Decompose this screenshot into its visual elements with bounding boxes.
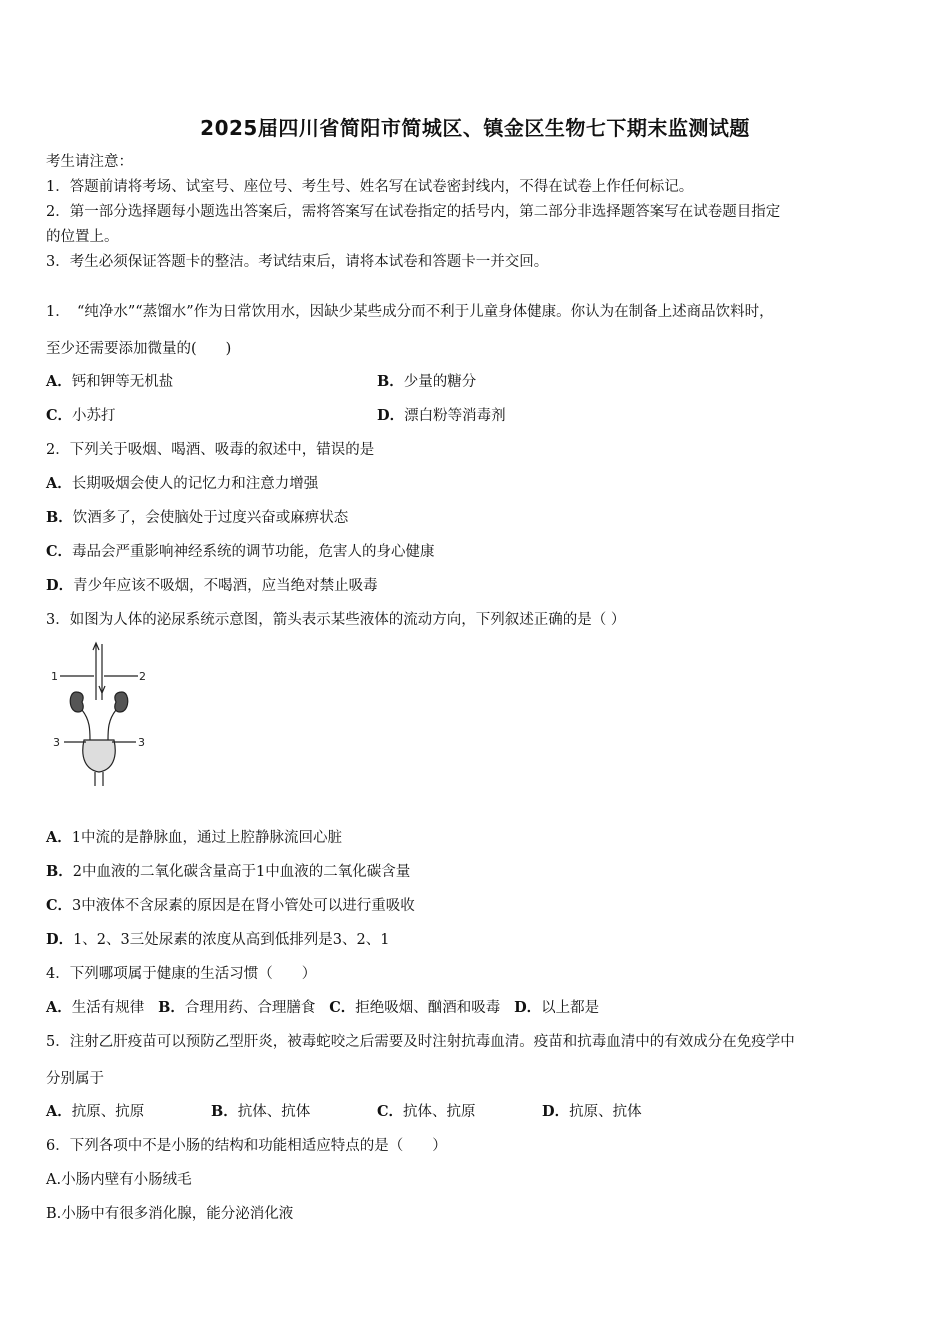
- q5-option-a: [46, 1102, 144, 1122]
- q5-stem-line2: 分别属于: [46, 1071, 104, 1087]
- option-text: 饮酒多了，会使脑处于过度兴奋或麻痹状态: [72, 510, 349, 526]
- option-label: A．: [46, 829, 72, 846]
- option-label: C．: [377, 1103, 404, 1120]
- figure-label-2: 2: [139, 670, 146, 683]
- notice-item: 1．答题前请将考场、试室号、座位号、考生号、姓名写在试卷密封线内，不得在试卷上作任何标记。: [46, 179, 694, 195]
- q2-option-a: [46, 474, 318, 494]
- option-label: B．: [211, 1103, 238, 1120]
- notice-item: 3．考生必须保证答题卡的整洁。考试结束后，请将本试卷和答题卡一并交回。: [46, 254, 549, 270]
- option-label: B．: [377, 373, 404, 390]
- option-label: D．: [542, 1103, 570, 1120]
- figure-label-3-left: 3: [53, 736, 60, 749]
- option-text: 1中流的是静脉血，通过上腔静脉流回心脏: [71, 830, 342, 846]
- q1-option-a: [46, 372, 173, 392]
- q3-option-b: [46, 862, 410, 882]
- ureter-left: [82, 710, 90, 740]
- option-label: A.: [46, 1172, 62, 1188]
- q3-option-c: [46, 896, 415, 916]
- option-text: 抗原、抗体: [569, 1104, 642, 1120]
- option-text: 少量的糖分: [403, 374, 477, 390]
- option-text: 拒绝吸烟、酗酒和吸毒: [355, 1000, 501, 1016]
- figure-label-1: 1: [51, 670, 58, 683]
- q6-stem: 6．下列各项中不是小肠的结构和功能相适应特点的是（ ）: [46, 1138, 447, 1154]
- urethra: [95, 772, 103, 786]
- q1-stem-line2: 至少还需要添加微量的( ): [46, 341, 232, 357]
- option-label: C．: [46, 407, 73, 424]
- left-kidney: [70, 692, 83, 712]
- option-label: B．: [46, 509, 73, 526]
- option-text: 钙和钾等无机盐: [71, 374, 174, 390]
- q1-stem-line1: 1． “纯净水”“蒸馏水”作为日常饮用水，因缺少某些成分而不利于儿童身体健康。你认为在制备上述商品饮料时，: [46, 304, 774, 320]
- q2-option-b: [46, 508, 348, 528]
- q1-option-b: [377, 372, 476, 392]
- urinary-system-diagram: [50, 640, 155, 790]
- option-label: D．: [514, 999, 542, 1016]
- q3-option-a: [46, 828, 342, 848]
- option-text: 抗原、抗原: [71, 1104, 145, 1120]
- q1-option-d: [377, 406, 506, 426]
- q3-stem: 3．如图为人体的泌尿系统示意图，箭头表示某些液体的流动方向，下列叙述正确的是（ ）: [46, 612, 626, 628]
- notice-heading: 考生请注意：: [46, 154, 133, 170]
- option-text: 小肠内壁有小肠绒毛: [61, 1172, 192, 1188]
- option-text: 小苏打: [72, 408, 116, 424]
- option-text: 毒品会严重影响神经系统的调节功能，危害人的身心健康: [72, 544, 435, 560]
- q5-option-b: [211, 1102, 310, 1122]
- notice-item: 2．第一部分选择题每小题选出答案后，需将答案写在试卷指定的括号内，第二部分非选择题答案写在试卷题目指定: [46, 204, 781, 220]
- q6-option-a: [46, 1170, 192, 1190]
- q2-stem: 2．下列关于吸烟、喝酒、吸毒的叙述中，错误的是: [46, 442, 375, 458]
- option-label: B.: [46, 1206, 62, 1222]
- q4-stem: 4．下列哪项属于健康的生活习惯（ ）: [46, 966, 317, 982]
- option-label: C．: [46, 543, 73, 560]
- q1-option-c: [46, 406, 116, 426]
- page-title: 2025届四川省简阳市简城区、镇金区生物七下期末监测试题: [200, 116, 750, 140]
- option-text: 青少年应该不吸烟，不喝酒，应当绝对禁止吸毒: [73, 578, 378, 594]
- option-text: 2中血液的二氧化碳含量高于1中血液的二氧化碳含量: [72, 864, 411, 880]
- option-text: 以上都是: [541, 1000, 600, 1016]
- q6-option-b: [46, 1204, 293, 1224]
- option-text: 生活有规律: [71, 1000, 145, 1016]
- q2-option-c: [46, 542, 435, 562]
- option-text: 抗体、抗原: [403, 1104, 476, 1120]
- right-kidney: [115, 692, 128, 712]
- bladder: [83, 740, 115, 772]
- option-text: 长期吸烟会使人的记忆力和注意力增强: [71, 476, 319, 492]
- q3-option-d: [46, 930, 389, 950]
- option-label: D．: [46, 931, 74, 948]
- figure-label-3-right: 3: [138, 736, 145, 749]
- option-label: D．: [46, 577, 74, 594]
- q5-stem-line1: 5．注射乙肝疫苗可以预防乙型肝炎，被毒蛇咬之后需要及时注射抗毒血清。疫苗和抗毒血清中的有效成分在免疫学中: [46, 1034, 795, 1050]
- option-label: A．: [46, 999, 72, 1016]
- option-label: D．: [377, 407, 405, 424]
- option-label: C．: [329, 999, 356, 1016]
- option-text: 3中液体不含尿素的原因是在肾小管处可以进行重吸收: [72, 898, 415, 914]
- option-label: A．: [46, 1103, 72, 1120]
- option-label: A．: [46, 475, 72, 492]
- option-label: C．: [46, 897, 73, 914]
- option-text: 抗体、抗体: [237, 1104, 311, 1120]
- option-text: 1、2、3三处尿素的浓度从高到低排列是3、2、1: [73, 932, 390, 948]
- option-text: 小肠中有很多消化腺，能分泌消化液: [61, 1206, 294, 1222]
- ureter-right: [108, 710, 116, 740]
- notice-item: 的位置上。: [46, 229, 119, 245]
- option-label: B．: [158, 999, 185, 1016]
- option-label: A．: [46, 373, 72, 390]
- option-text: 漂白粉等消毒剂: [404, 408, 506, 424]
- q4-options: [46, 998, 599, 1018]
- option-text: 合理用药、合理膳食: [184, 1000, 316, 1016]
- q2-option-d: [46, 576, 378, 596]
- option-label: B．: [46, 863, 73, 880]
- q5-option-d: [542, 1102, 642, 1122]
- q5-option-c: [377, 1102, 476, 1122]
